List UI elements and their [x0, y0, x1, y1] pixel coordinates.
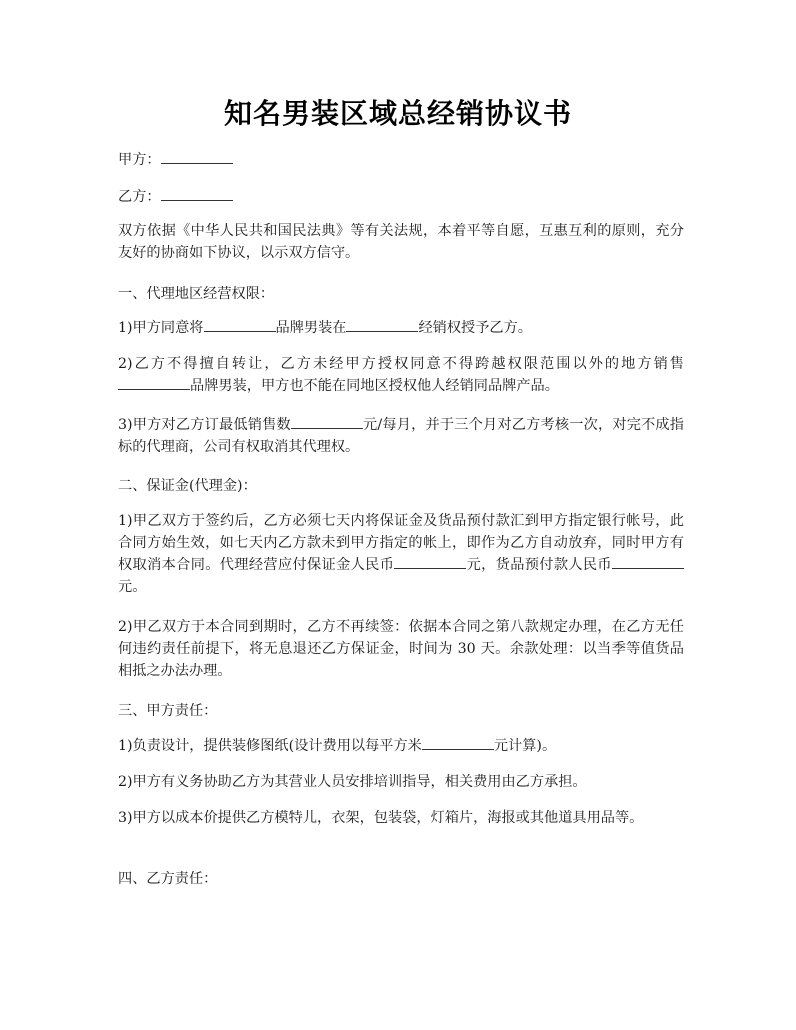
section-1-item-3	[118, 414, 684, 458]
text-segment: 2)乙方不得擅自转让，乙方未经甲方授权同意不得跨越权限范围以外的地方销售	[118, 356, 684, 372]
fill-blank	[291, 414, 363, 429]
fill-blank	[422, 735, 494, 750]
section-3-item-2: 2)甲方有义务协助乙方为其营业人员安排培训指导，相关费用由乙方承担。	[118, 774, 587, 790]
text-segment: 品牌男装，甲方也不能在同地区授权他人经销同品牌产品。	[190, 378, 559, 394]
fill-blank	[346, 317, 418, 332]
party-b-line	[118, 186, 684, 208]
text-segment: 1)甲乙双方于签约后，乙方必须七天内将保证金及货品预付款汇到甲方指定银行帐号，此合同方始生效，如七天内乙方款未到甲方指定的帐上，即作为乙方自动放弃，同时甲方有权取消本合同。代理经营应付保证金人民币	[118, 513, 684, 573]
section-2-heading: 二、保证金(代理金)：	[118, 478, 257, 494]
section-3-item-1	[118, 735, 684, 757]
fill-blank	[612, 554, 684, 569]
text-segment: 1)甲方同意将	[118, 320, 204, 336]
text-segment: 3)甲方对乙方订最低销售数	[118, 417, 291, 433]
intro-paragraph: 双方依据《中华人民共和国民法典》等有关法规，本着平等自愿，互惠互利的原则，充分友好的协商如下协议，以示双方信守。	[118, 223, 684, 261]
party-b-label: 乙方：	[118, 189, 161, 205]
section-4-heading: 四、乙方责任：	[118, 871, 218, 887]
text-segment: 元，货品预付款人民币	[466, 557, 612, 573]
text-segment: 经销权授予乙方。	[418, 320, 532, 336]
document-title: 知名男装区域总经销协议书	[223, 97, 572, 130]
fill-blank	[204, 317, 276, 332]
section-1-item-2	[118, 353, 684, 397]
party-a-label: 甲方：	[118, 152, 161, 168]
section-2-item-2: 2)甲乙双方于本合同到期时，乙方不再续签：依据本合同之第八款规定办理，在乙方无任何违约责任前提下，将无息退还乙方保证金，时间为 30 天。余款处理：以当季等值货品相抵之办法办理。	[118, 619, 684, 679]
section-2-item-1	[118, 510, 684, 598]
fill-blank	[394, 554, 466, 569]
text-segment: 元/每月，并于三个月对乙方考核一次，对完不成指标的代理商，公司有权取消其代理权。	[118, 417, 684, 455]
text-segment: 元。	[118, 579, 147, 595]
party-a-blank	[161, 149, 233, 164]
text-segment: 1)负责设计，提供装修图纸(设计费用以每平方米	[118, 738, 422, 754]
party-b-blank	[161, 186, 233, 201]
fill-blank	[118, 375, 190, 390]
text-segment: 元计算)。	[493, 738, 557, 754]
text-segment: 品牌男装在	[275, 320, 347, 336]
section-1-heading: 一、代理地区经营权限：	[118, 286, 275, 302]
section-3-heading: 三、甲方责任：	[118, 703, 218, 719]
party-a-line	[118, 149, 684, 171]
section-3-item-3: 3)甲方以成本价提供乙方模特儿，衣架，包装袋，灯箱片，海报或其他道具用品等。	[118, 810, 644, 826]
section-1-item-1	[118, 317, 684, 339]
